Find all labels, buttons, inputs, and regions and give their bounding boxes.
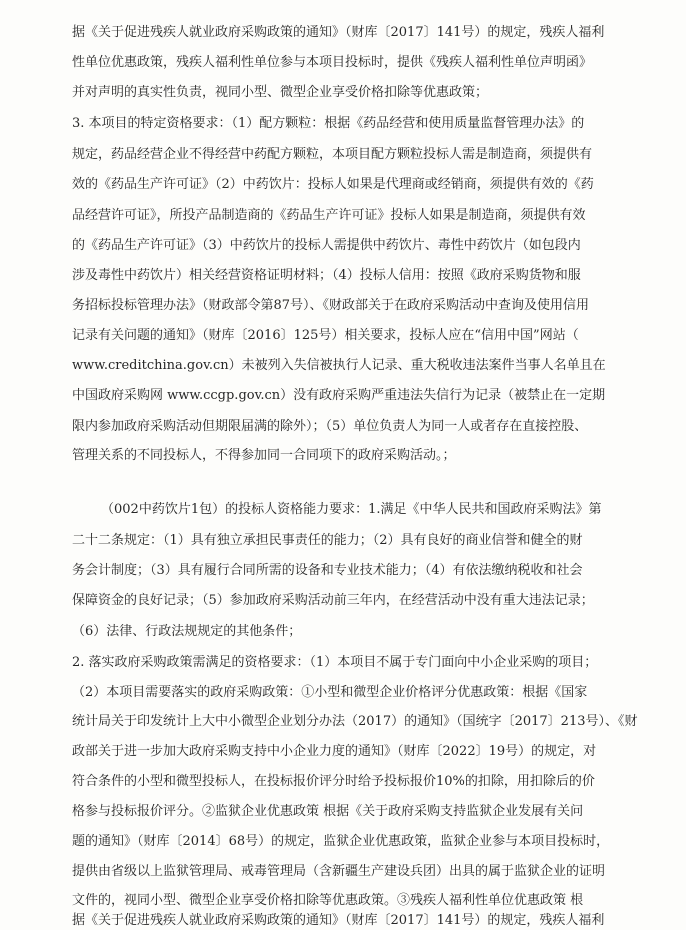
text-line: 务会计制度；（3）具有履行合同所需的设备和专业技术能力；（4）有依法缴纳税收和社会 xyxy=(72,563,583,578)
text-line: 务招标投标管理办法》（财政部令第87号）、《财政部关于在政府采购活动中查询及使用信用 xyxy=(72,298,590,313)
text-line: 2. 落实政府采购政策需满足的资格要求：（1）本项目不属于专门面向中小企业采购的项目； xyxy=(72,655,598,670)
text-line: 管理关系的不同投标人，不得参加同一合同项下的政府采购活动。； xyxy=(72,448,456,463)
text-line: 统计局关于印发统计上大中小微型企业划分办法（2017）的通知》（国统字〔2017〕213号）、《财 xyxy=(72,714,638,729)
text-line: 性单位优惠政策，残疾人福利性单位参与本项目投标时，提供《残疾人福利性单位声明函》 xyxy=(72,55,593,70)
text-line: 品经营许可证》，所投产品制造商的《药品生产许可证》投标人如果是制造商，须提供有效 xyxy=(72,208,586,223)
text-line: 题的通知》（财库〔2014〕68号）的规定，监狱企业优惠政策，监狱企业参与本项目投标时， xyxy=(72,834,610,849)
text-line: 二十二条规定：（1）具有独立承担民事责任的能力；（2）具有良好的商业信誉和健全的财 xyxy=(72,533,583,548)
text-line: 据《关于促进残疾人就业政府采购政策的通知》（财库〔2017〕141号）的规定，残疾人福利 xyxy=(72,913,605,928)
text-line: 中国政府采购网 www.ccgp.gov.cn）没有政府采购严重违法失信行为记录（被禁止在一定期 xyxy=(72,388,606,403)
text-line: 的《药品生产许可证》（3）中药饮片的投标人需提供中药饮片、毒性中药饮片（如包段内 xyxy=(72,238,581,253)
text-line: 规定，药品经营企业不得经营中药配方颗粒，本项目配方颗粒投标人需是制造商，须提供有 xyxy=(72,147,593,162)
text-line: 限内参加政府采购活动但期限届满的除外）；（5）单位负责人为同一人或者存在直接控股、 xyxy=(72,419,588,434)
text-line: 保障资金的良好记录；（5）参加政府采购活动前三年内，在经营活动中没有重大违法记录； xyxy=(72,593,594,608)
text-line: 并对声明的真实性负责，视同小型、微型企业享受价格扣除等优惠政策； xyxy=(72,85,489,100)
text-line: www.creditchina.gov.cn）未被列入失信被执行人记录、重大税收违法案件当事人名单且在 xyxy=(72,358,606,373)
text-line: 符合条件的小型和微型投标人，在投标报价评分时给予投标报价10%的扣除，用扣除后的价 xyxy=(72,774,595,789)
text-line: 文件的，视同小型、微型企业享受价格扣除等优惠政策。③残疾人福利性单位优惠政策 根 xyxy=(72,893,584,908)
text-line: 3. 本项目的特定资格要求：（1）配方颗粒：根据《药品经营和使用质量监督管理办法》的 xyxy=(72,116,585,131)
text-line: 效的《药品生产许可证》（2）中药饮片：投标人如果是代理商或经销商，须提供有效的《药 xyxy=(72,177,594,192)
text-line: （6）法律、行政法规规定的其他条件； xyxy=(72,624,302,639)
text-line: 据《关于促进残疾人就业政府采购政策的通知》（财库〔2017〕141号）的规定，残疾人福利 xyxy=(72,25,605,40)
text-line: （002中药饮片1包）的投标人资格能力要求：1.满足《中华人民共和国政府采购法》第 xyxy=(101,502,602,517)
text-line: 涉及毒性中药饮片）相关经营资格证明材料；（4）投标人信用：按照《政府采购货物和服 xyxy=(72,268,581,283)
text-line: 政部关于进一步加大政府采购支持中小企业力度的通知》（财库〔2022〕19号）的规定，对 xyxy=(72,744,597,759)
text-line: 格参与投标报价评分。②监狱企业优惠政策 根据《关于政府采购支持监狱企业发展有关问 xyxy=(72,804,584,819)
text-line: 提供由省级以上监狱管理局、戒毒管理局（含新疆生产建设兵团）出具的属于监狱企业的证明 xyxy=(72,864,606,879)
text-line: （2）本项目需要落实的政府采购政策：①小型和微型企业价格评分优惠政策：根据《国家 xyxy=(72,685,588,700)
text-line: 记录有关问题的通知》（财库〔2016〕125号）相关要求，投标人应在“信用中国”网站（ xyxy=(72,328,579,343)
